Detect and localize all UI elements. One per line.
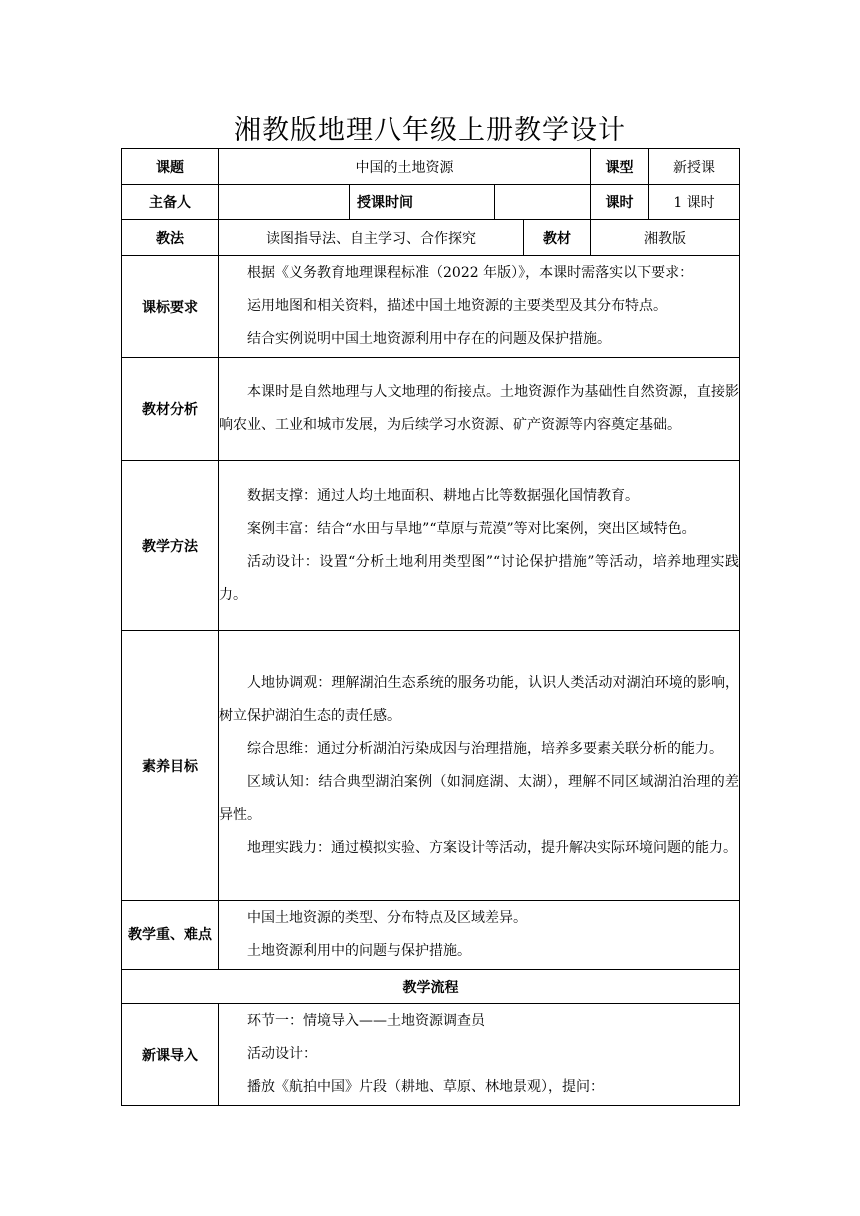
topic-value: 中国的土地资源 <box>219 149 591 185</box>
paragraph: 结合实例说明中国土地资源利用中存在的问题及保护措施。 <box>247 331 611 347</box>
row-textbook-analysis <box>122 358 740 461</box>
paragraph: 中国土地资源的类型、分布特点及区域差异。 <box>247 910 527 926</box>
row-flow-heading <box>122 970 740 1004</box>
paragraph: 活动设计：设置“分析土地利用类型图”“讨论保护措施”等活动，培养地理实践力。 <box>219 553 739 603</box>
textbook-label: 教材 <box>524 220 591 256</box>
row-topic <box>122 149 740 185</box>
paragraph: 活动设计： <box>247 1046 317 1062</box>
curriculum-standard-label: 课标要求 <box>122 256 219 358</box>
lesson-intro-content <box>219 1004 740 1106</box>
preparer-label: 主备人 <box>122 185 219 220</box>
teaching-methods-label: 教学方法 <box>122 461 219 631</box>
textbook-analysis-content <box>219 358 740 461</box>
teaching-time-label: 授课时间 <box>350 185 495 220</box>
paragraph: 根据《义务教育地理课程标准（2022 年版）》，本课时需落实以下要求： <box>247 265 694 281</box>
competency-goals-label: 素养目标 <box>122 631 219 901</box>
row-method <box>122 220 740 256</box>
method-value: 读图指导法、自主学习、合作探究 <box>219 220 524 256</box>
row-teaching-methods <box>122 461 740 631</box>
paragraph: 区域认知：结合典型湖泊案例（如洞庭湖、太湖），理解不同区域湖泊治理的差异性。 <box>219 773 739 823</box>
paragraph: 环节一：情境导入——土地资源调查员 <box>247 1013 485 1029</box>
row-preparer <box>122 185 740 220</box>
row-competency-goals <box>122 631 740 901</box>
paragraph: 播放《航拍中国》片段（耕地、草原、林地景观），提问： <box>247 1079 604 1095</box>
teaching-flow-heading: 教学流程 <box>122 970 740 1004</box>
key-difficult-points-label: 教学重、难点 <box>122 901 219 970</box>
lesson-plan-table <box>121 148 740 1106</box>
textbook-value: 湘教版 <box>591 220 740 256</box>
paragraph: 本课时是自然地理与人文地理的衔接点。土地资源作为基础性自然资源，直接影响农业、工业和城市发展，为后续学习水资源、矿产资源等内容奠定基础。 <box>219 384 739 433</box>
type-label: 课型 <box>591 149 649 185</box>
method-label: 教法 <box>122 220 219 256</box>
type-value: 新授课 <box>649 149 740 185</box>
paragraph: 运用地图和相关资料，描述中国土地资源的主要类型及其分布特点。 <box>247 298 667 314</box>
paragraph: 地理实践力：通过模拟实验、方案设计等活动，提升解决实际环境问题的能力。 <box>247 839 737 856</box>
paragraph: 综合思维：通过分析湖泊污染成因与治理措施，培养多要素关联分析的能力。 <box>247 740 723 757</box>
textbook-analysis-label: 教材分析 <box>122 358 219 461</box>
row-curriculum-standard <box>122 256 740 358</box>
preparer-value <box>219 185 350 220</box>
paragraph: 土地资源利用中的问题与保护措施。 <box>247 943 471 959</box>
row-key-difficult-points <box>122 901 740 970</box>
row-lesson-intro <box>122 1004 740 1106</box>
paragraph: 数据支撑：通过人均土地面积、耕地占比等数据强化国情教育。 <box>247 487 639 504</box>
key-difficult-points-content <box>219 901 740 970</box>
teaching-methods-content <box>219 461 740 631</box>
hours-value: 1 课时 <box>649 185 740 220</box>
teaching-time-value <box>495 185 591 220</box>
competency-goals-content <box>219 631 740 901</box>
curriculum-standard-content <box>219 256 740 358</box>
paragraph: 案例丰富：结合“水田与旱地”“草原与荒漠”等对比案例，突出区域特色。 <box>247 520 696 537</box>
document-title: 湘教版地理八年级上册教学设计 <box>234 115 626 146</box>
topic-label: 课题 <box>122 149 219 185</box>
paragraph: 人地协调观：理解湖泊生态系统的服务功能，认识人类活动对湖泊环境的影响，树立保护湖泊生态的责任感。 <box>219 674 739 724</box>
hours-label: 课时 <box>591 185 649 220</box>
lesson-intro-label: 新课导入 <box>122 1004 219 1106</box>
